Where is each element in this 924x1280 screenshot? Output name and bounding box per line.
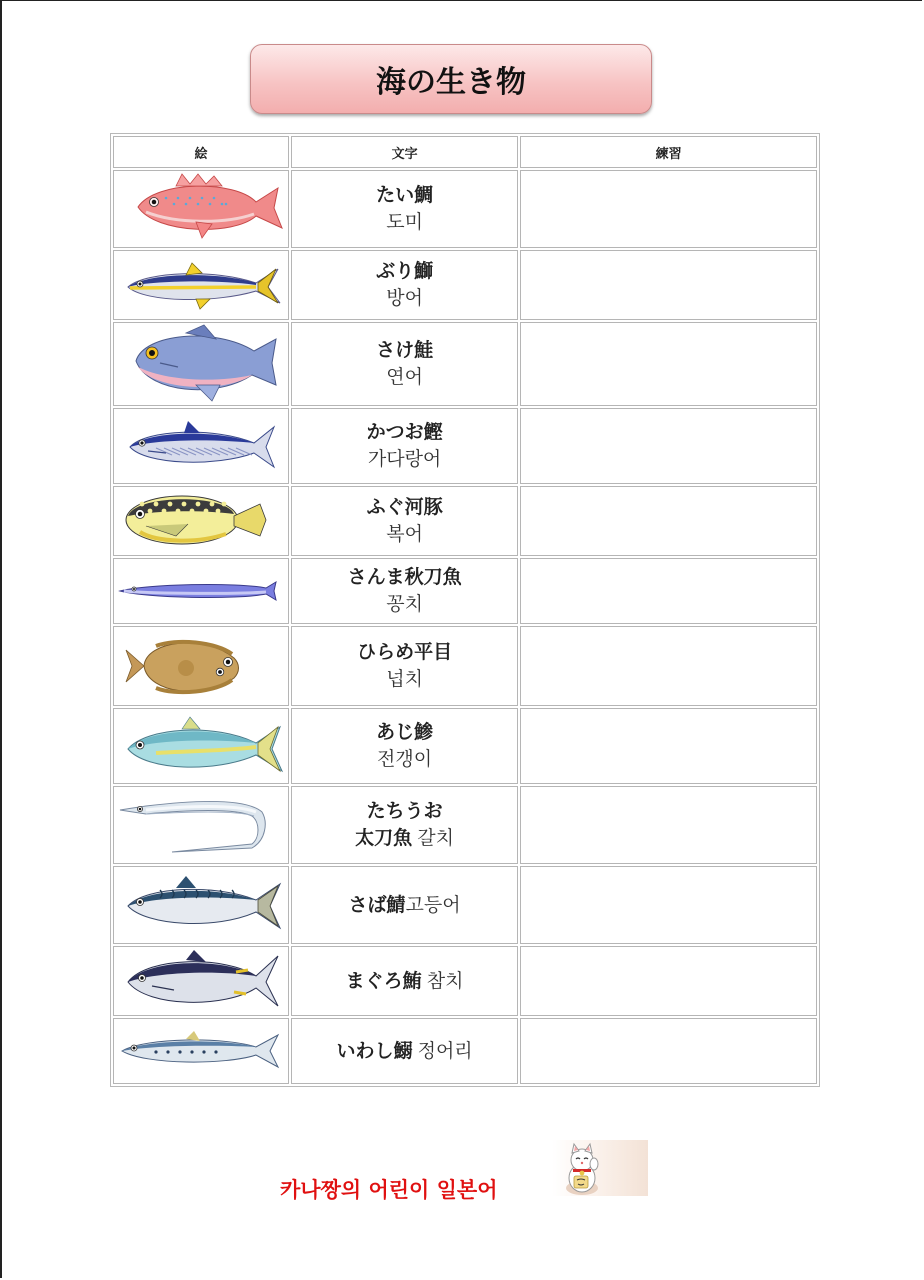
table-row — [113, 250, 817, 320]
fish-picture-cell — [113, 170, 289, 248]
mackerel-icon — [116, 874, 286, 936]
korean-name: 연어 — [386, 366, 423, 388]
table-row — [113, 1018, 817, 1084]
korean-name: 복어 — [386, 523, 423, 545]
korean-name: 고등어 — [405, 893, 461, 916]
salmon-icon — [116, 323, 286, 405]
japanese-name: かつお鰹 — [366, 421, 443, 443]
table-row — [113, 786, 817, 864]
cutlassfish-icon — [116, 792, 286, 858]
table-row — [113, 486, 817, 556]
yellowtail-icon — [116, 257, 286, 313]
fish-name-cell — [291, 486, 518, 556]
fish-name-cell — [291, 170, 518, 248]
japanese-name: さんま秋刀魚 — [347, 566, 462, 588]
korean-name: 정어리 — [417, 1039, 473, 1062]
fish-picture-cell — [113, 946, 289, 1016]
practice-cell[interactable] — [520, 250, 817, 320]
bluefin-tuna-icon — [116, 950, 286, 1012]
japanese-name: ぶり鰤 — [376, 260, 434, 282]
fish-name-cell — [291, 946, 518, 1016]
fish-name-cell — [291, 558, 518, 624]
maneki-neko-cat-icon — [552, 1140, 648, 1196]
skipjack-tuna-icon — [116, 415, 286, 477]
page-title: 海の生き物 — [250, 44, 652, 114]
table-row — [113, 626, 817, 706]
korean-name: 가다랑어 — [367, 448, 442, 470]
japanese-name: いわし鰯 — [336, 1039, 413, 1062]
fish-name-cell — [291, 408, 518, 484]
japanese-name: まぐろ鮪 — [345, 969, 422, 992]
japanese-name: ふぐ河豚 — [366, 496, 443, 518]
fish-picture-cell — [113, 322, 289, 406]
header-practice: 練習 — [520, 136, 817, 168]
vocabulary-table — [110, 133, 820, 1087]
fish-name-cell — [291, 708, 518, 784]
practice-cell[interactable] — [520, 558, 817, 624]
footer-credit: 카나짱의 어린이 일본어 — [280, 1178, 498, 1202]
japanese-name: たちうお — [366, 800, 443, 822]
pacific-saury-icon — [116, 576, 286, 606]
table-row — [113, 558, 817, 624]
korean-name: 갈치 — [417, 827, 454, 849]
practice-cell[interactable] — [520, 1018, 817, 1084]
practice-cell[interactable] — [520, 322, 817, 406]
fish-picture-cell — [113, 708, 289, 784]
fish-name-cell — [291, 626, 518, 706]
practice-cell[interactable] — [520, 626, 817, 706]
flounder-icon — [116, 628, 286, 704]
practice-cell[interactable] — [520, 486, 817, 556]
fish-picture-cell — [113, 408, 289, 484]
korean-name: 전갱이 — [377, 748, 433, 770]
korean-name: 참치 — [426, 969, 464, 992]
korean-name: 넙치 — [386, 668, 423, 690]
kanji-name: 太刀魚 — [355, 827, 413, 849]
korean-name: 도미 — [386, 211, 423, 233]
practice-cell[interactable] — [520, 866, 817, 944]
japanese-name: たい鯛 — [376, 184, 434, 206]
practice-cell[interactable] — [520, 786, 817, 864]
fish-picture-cell — [113, 558, 289, 624]
red-sea-bream-icon — [116, 172, 286, 246]
horse-mackerel-icon — [116, 713, 286, 779]
table-row — [113, 866, 817, 944]
header-text: 文字 — [291, 136, 518, 168]
fish-name-cell — [291, 786, 518, 864]
korean-name: 방어 — [386, 287, 423, 309]
table-row — [113, 946, 817, 1016]
japanese-name: さば鯖 — [348, 893, 406, 916]
header-picture: 絵 — [113, 136, 289, 168]
fish-name-cell — [291, 866, 518, 944]
table-header-row — [113, 136, 817, 168]
practice-cell[interactable] — [520, 708, 817, 784]
table-row — [113, 408, 817, 484]
table-row — [113, 708, 817, 784]
fish-name-cell — [291, 250, 518, 320]
table-row — [113, 170, 817, 248]
sardine-icon — [116, 1029, 286, 1073]
table-row — [113, 322, 817, 406]
practice-cell[interactable] — [520, 408, 817, 484]
fish-picture-cell — [113, 786, 289, 864]
pufferfish-icon — [116, 488, 286, 554]
fish-picture-cell — [113, 626, 289, 706]
fish-picture-cell — [113, 486, 289, 556]
fish-picture-cell — [113, 1018, 289, 1084]
fish-name-cell — [291, 322, 518, 406]
practice-cell[interactable] — [520, 170, 817, 248]
japanese-name: あじ鯵 — [376, 721, 434, 743]
practice-cell[interactable] — [520, 946, 817, 1016]
japanese-name: ひらめ平目 — [357, 641, 453, 663]
fish-picture-cell — [113, 866, 289, 944]
fish-name-cell — [291, 1018, 518, 1084]
fish-picture-cell — [113, 250, 289, 320]
korean-name: 꽁치 — [386, 593, 423, 615]
japanese-name: さけ鮭 — [376, 339, 434, 361]
